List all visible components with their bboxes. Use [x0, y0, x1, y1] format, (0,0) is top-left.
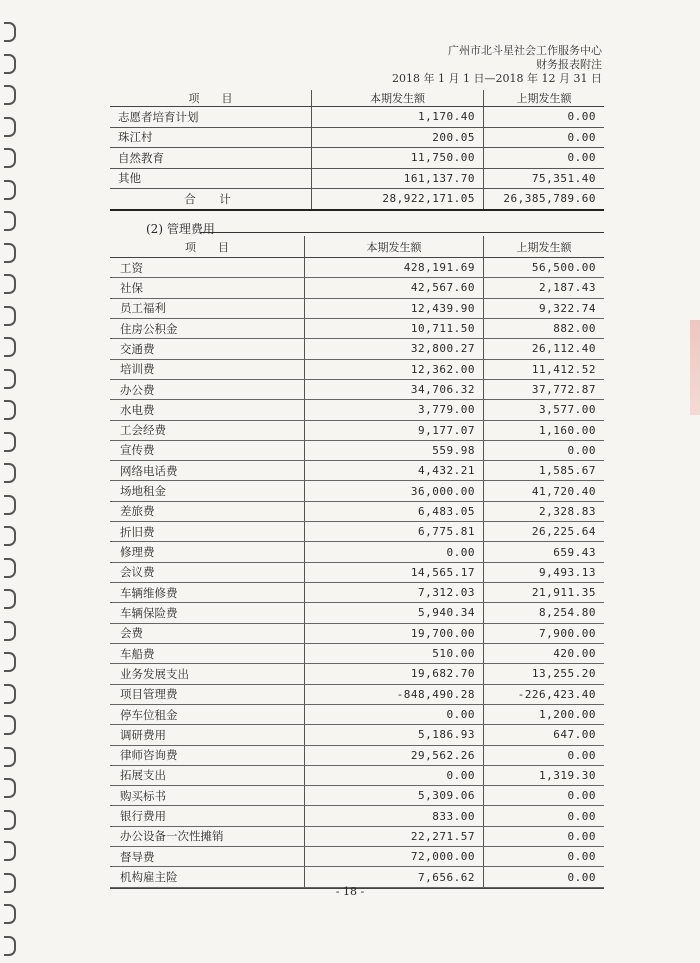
row-previous: 26,112.40 [484, 339, 605, 359]
row-item: 珠江村 [110, 127, 312, 148]
binding-ring [4, 211, 16, 231]
table-row [110, 847, 604, 867]
org-name: 广州市北斗星社会工作服务中心 [448, 44, 602, 57]
total-row [110, 189, 604, 210]
page-header [302, 44, 602, 86]
binding-ring [4, 936, 16, 956]
header-item: 项 目 [110, 236, 305, 258]
binding-ring [4, 369, 16, 389]
table-row [110, 745, 604, 765]
header-item: 项 目 [110, 90, 312, 107]
binding-ring [4, 400, 16, 420]
table-row [110, 318, 604, 338]
row-item: 机构雇主险 [110, 867, 305, 887]
binding-ring [4, 684, 16, 704]
table-row [110, 643, 604, 663]
row-previous: 3,577.00 [484, 400, 605, 420]
page-number: - 18 - [335, 885, 365, 898]
row-item: 办公设备一次性摊销 [110, 826, 305, 846]
row-current: 428,191.69 [305, 258, 484, 278]
row-item: 调研费用 [110, 725, 305, 745]
row-item: 修理费 [110, 542, 305, 562]
row-item: 办公费 [110, 379, 305, 399]
row-previous: 0.00 [484, 786, 605, 806]
header-current: 本期发生额 [312, 90, 484, 107]
row-item: 社保 [110, 278, 305, 298]
binding-ring [4, 306, 16, 326]
table-row [110, 583, 604, 603]
row-item: 工会经费 [110, 420, 305, 440]
binding-ring [4, 463, 16, 483]
row-previous: 2,328.83 [484, 501, 605, 521]
row-current: 72,000.00 [305, 847, 484, 867]
row-current: 0.00 [305, 765, 484, 785]
binding-ring [4, 621, 16, 641]
row-current: 161,137.70 [312, 168, 484, 189]
binding-ring [4, 243, 16, 263]
binding-ring [4, 22, 16, 42]
report-period: 2018 年 1 月 1 日—2018 年 12 月 31 日 [392, 72, 602, 85]
row-previous: 647.00 [484, 725, 605, 745]
binding-ring [4, 652, 16, 672]
row-previous: 21,911.35 [484, 583, 605, 603]
header-previous: 上期发生额 [484, 90, 605, 107]
binding-ring [4, 148, 16, 168]
row-item: 自然教育 [110, 148, 312, 169]
binding-ring [4, 180, 16, 200]
table-row [110, 107, 604, 128]
binding-ring [4, 558, 16, 578]
table-row [110, 148, 604, 169]
row-current: 200.05 [312, 127, 484, 148]
row-item: 交通费 [110, 339, 305, 359]
table-row [110, 725, 604, 745]
row-current: 14,565.17 [305, 562, 484, 582]
binding-ring [4, 337, 16, 357]
row-previous: 9,322.74 [484, 298, 605, 318]
row-previous: 0.00 [484, 127, 605, 148]
row-item: 水电费 [110, 400, 305, 420]
total-current: 28,922,171.05 [312, 189, 484, 210]
row-previous: 0.00 [484, 826, 605, 846]
row-previous: 1,585.67 [484, 461, 605, 481]
row-previous: 75,351.40 [484, 168, 605, 189]
row-previous: 41,720.40 [484, 481, 605, 501]
row-item: 车辆保险费 [110, 603, 305, 623]
row-previous: 37,772.87 [484, 379, 605, 399]
doc-title: 财务报表附注 [536, 58, 602, 71]
header-previous: 上期发生额 [484, 236, 605, 258]
row-current: 6,483.05 [305, 501, 484, 521]
row-current: 5,309.06 [305, 786, 484, 806]
row-item: 会议费 [110, 562, 305, 582]
table-row [110, 501, 604, 521]
row-item: 工资 [110, 258, 305, 278]
row-current: 19,700.00 [305, 623, 484, 643]
row-current: 12,362.00 [305, 359, 484, 379]
row-item: 住房公积金 [110, 318, 305, 338]
table-row [110, 562, 604, 582]
table-row [110, 786, 604, 806]
table-row [110, 623, 604, 643]
row-current: 11,750.00 [312, 148, 484, 169]
row-current: 4,432.21 [305, 461, 484, 481]
table-row [110, 522, 604, 542]
row-item: 宣传费 [110, 440, 305, 460]
row-current: 6,775.81 [305, 522, 484, 542]
row-previous: 1,319.30 [484, 765, 605, 785]
table-row [110, 765, 604, 785]
binding-ring [4, 526, 16, 546]
section-divider [200, 232, 604, 233]
row-item: 差旅费 [110, 501, 305, 521]
table-row [110, 400, 604, 420]
binding-ring [4, 495, 16, 515]
table-row [110, 298, 604, 318]
table-row [110, 278, 604, 298]
row-previous: 0.00 [484, 107, 605, 128]
row-previous: 0.00 [484, 148, 605, 169]
row-previous: 9,493.13 [484, 562, 605, 582]
table-row [110, 704, 604, 724]
row-previous: -226,423.40 [484, 684, 605, 704]
table-row [110, 127, 604, 148]
binding-ring [4, 432, 16, 452]
row-current: 32,800.27 [305, 339, 484, 359]
binding-ring [4, 778, 16, 798]
row-current: 5,186.93 [305, 725, 484, 745]
row-item: 会费 [110, 623, 305, 643]
row-item: 拓展支出 [110, 765, 305, 785]
row-previous: 0.00 [484, 867, 605, 887]
row-item: 购买标书 [110, 786, 305, 806]
table-header-row [110, 90, 604, 107]
row-current: 1,170.40 [312, 107, 484, 128]
row-current: 5,940.34 [305, 603, 484, 623]
section-title: (2) 管理费用 [146, 222, 215, 236]
row-current: 19,682.70 [305, 664, 484, 684]
binding-ring [4, 117, 16, 137]
total-previous: 26,385,789.60 [484, 189, 605, 210]
table-row [110, 664, 604, 684]
row-current: 36,000.00 [305, 481, 484, 501]
row-item: 其他 [110, 168, 312, 189]
table-row [110, 481, 604, 501]
row-previous: 11,412.52 [484, 359, 605, 379]
binding-ring [4, 589, 16, 609]
row-previous: 0.00 [484, 806, 605, 826]
row-previous: 420.00 [484, 643, 605, 663]
row-item: 网络电话费 [110, 461, 305, 481]
row-previous: 0.00 [484, 440, 605, 460]
row-previous: 2,187.43 [484, 278, 605, 298]
row-item: 车辆维修费 [110, 583, 305, 603]
row-previous: 26,225.64 [484, 522, 605, 542]
row-current: 7,656.62 [305, 867, 484, 887]
table-row [110, 461, 604, 481]
binding-ring [4, 904, 16, 924]
row-current: 3,779.00 [305, 400, 484, 420]
row-current: 7,312.03 [305, 583, 484, 603]
total-label: 合 计 [110, 189, 312, 210]
row-item: 培训费 [110, 359, 305, 379]
row-item: 志愿者培育计划 [110, 107, 312, 128]
row-item: 督导费 [110, 847, 305, 867]
row-previous: 0.00 [484, 847, 605, 867]
binding-ring [4, 54, 16, 74]
binding-ring [4, 715, 16, 735]
row-item: 折旧费 [110, 522, 305, 542]
row-previous: 13,255.20 [484, 664, 605, 684]
row-current: 12,439.90 [305, 298, 484, 318]
row-item: 车船费 [110, 643, 305, 663]
binding-ring [4, 274, 16, 294]
row-current: 42,567.60 [305, 278, 484, 298]
table-row [110, 603, 604, 623]
row-current: 0.00 [305, 704, 484, 724]
row-previous: 882.00 [484, 318, 605, 338]
row-item: 场地租金 [110, 481, 305, 501]
row-previous: 8,254.80 [484, 603, 605, 623]
row-previous: 56,500.00 [484, 258, 605, 278]
binding-ring [4, 85, 16, 105]
header-current: 本期发生额 [305, 236, 484, 258]
row-current: 22,271.57 [305, 826, 484, 846]
table-row [110, 339, 604, 359]
row-item: 业务发展支出 [110, 664, 305, 684]
row-item: 律师咨询费 [110, 745, 305, 765]
row-item: 项目管理费 [110, 684, 305, 704]
row-previous: 1,200.00 [484, 704, 605, 724]
row-current: 34,706.32 [305, 379, 484, 399]
table-row [110, 684, 604, 704]
binding-ring [4, 747, 16, 767]
row-item: 员工福利 [110, 298, 305, 318]
row-item: 停车位租金 [110, 704, 305, 724]
row-current: 29,562.26 [305, 745, 484, 765]
table-row [110, 806, 604, 826]
row-current: 10,711.50 [305, 318, 484, 338]
table-row [110, 542, 604, 562]
table-row [110, 258, 604, 278]
row-previous: 7,900.00 [484, 623, 605, 643]
row-previous: 0.00 [484, 745, 605, 765]
binding-ring [4, 841, 16, 861]
red-stamp-fragment [690, 320, 700, 415]
row-current: 9,177.07 [305, 420, 484, 440]
table-row [110, 359, 604, 379]
binding-ring [4, 810, 16, 830]
table-row [110, 826, 604, 846]
table-header-row [110, 236, 604, 258]
table-row [110, 420, 604, 440]
row-current: 510.00 [305, 643, 484, 663]
spiral-binding [0, 0, 24, 963]
row-current: -848,490.28 [305, 684, 484, 704]
row-current: 833.00 [305, 806, 484, 826]
table-row [110, 168, 604, 189]
table-row [110, 440, 604, 460]
row-previous: 659.43 [484, 542, 605, 562]
row-previous: 1,160.00 [484, 420, 605, 440]
income-table-continued [110, 90, 604, 211]
row-current: 559.98 [305, 440, 484, 460]
admin-expense-table [110, 236, 604, 889]
table-row [110, 379, 604, 399]
row-current: 0.00 [305, 542, 484, 562]
row-item: 银行费用 [110, 806, 305, 826]
